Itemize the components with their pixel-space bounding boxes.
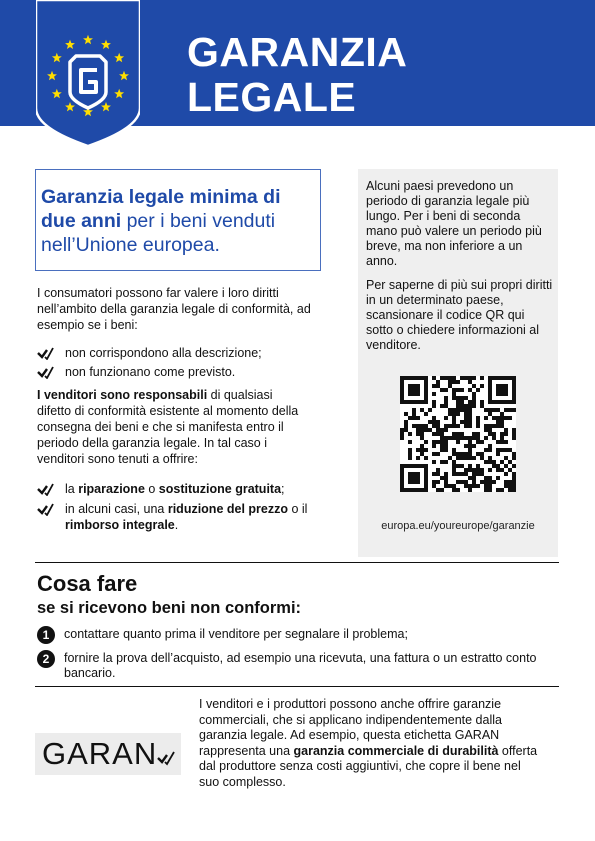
remedy-text: in alcuni casi, una riduzione del prezzo o il rimborso integrale.: [65, 502, 308, 532]
check-icon: [37, 502, 54, 516]
section-title: Cosa fare: [37, 571, 138, 596]
section-subtitle: se si ricevono beni non conformi:: [37, 599, 302, 617]
divider: [35, 562, 559, 563]
step-text: contattare quanto prima il venditore per segnalare il problema;: [64, 627, 408, 641]
check-icon: [37, 482, 54, 496]
responsibility-bold: I venditori sono responsabili: [37, 388, 208, 402]
responsibility-paragraph: [37, 387, 309, 467]
check-text: non funzionano come previsto.: [65, 365, 236, 379]
title-line-1: GARANZIA: [187, 29, 408, 75]
step-number-icon: 1: [37, 626, 55, 644]
qr-url-text: europa.eu/youreurope/garanzie: [381, 520, 535, 532]
commercial-guarantee-paragraph: I venditori e i produttori possono anche offrire garanzie commerciali, che si applicano indipendentemente dalla garanzia legale. Ad esempio, questa etichetta GARAN rappresenta una garanzia commerciale di durabilità offerta dal produttore senza costi aggiuntivi, che copre il bene nel suo complesso.: [199, 697, 538, 789]
title-line-2: LEGALE: [187, 74, 357, 120]
side-panel: [358, 169, 558, 557]
responsibility-rest: di qualsiasi difetto di conformità esistente al momento della consegna dei beni e che si manifesta entro il periodo della garanzia legale. In tal caso i venditori sono tenuti a offrire:: [37, 388, 299, 466]
side-paragraph-periods: Alcuni paesi prevedono un periodo di garanzia legale più lungo. Per i beni di seconda mano può valere un periodo più breve, ma non inferiore a un anno.: [366, 179, 542, 268]
intro-bold: Garanzia legale minima di due anni: [41, 186, 281, 232]
remedy-text: la riparazione o sostituzione gratuita;: [65, 482, 285, 496]
check-icon: [37, 365, 54, 379]
check-text: non corrispondono alla descrizione;: [65, 346, 262, 360]
intro-rest: per i beni venduti nell’Unione europea.: [41, 210, 276, 256]
divider: [35, 686, 559, 687]
step-number-icon: 2: [37, 650, 55, 668]
qr-code-icon[interactable]: [400, 376, 516, 492]
check-icon: [37, 346, 54, 360]
check-icon: [157, 750, 175, 766]
page-title: [187, 30, 407, 120]
step-text: fornire la prova dell’acquisto, ad esempio una ricevuta, una fattura o un estratto conto bancario.: [64, 651, 537, 680]
eu-shield-g-icon: [36, 0, 140, 146]
intro-box: [35, 169, 321, 271]
side-paragraph-qr: Per saperne di più sui propri diritti in un determinato paese, scansionare il codice QR qui sotto o chiedere informazioni al venditore.: [366, 278, 553, 352]
garan-logo-text: GARAN: [42, 736, 158, 771]
rights-paragraph: I consumatori possono far valere i loro diritti nell’ambito della garanzia legale di conformità, ad esempio se i beni:: [37, 286, 311, 332]
garan-label-logo: [35, 733, 181, 775]
